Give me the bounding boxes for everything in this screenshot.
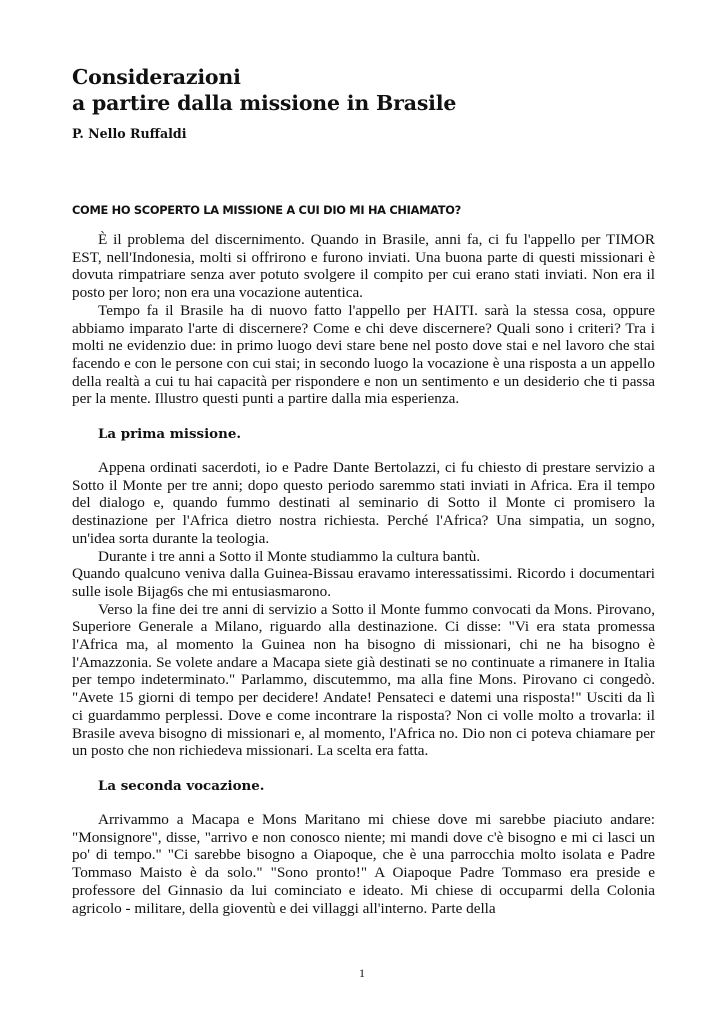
- author-name: P. Nello Ruffaldi: [72, 126, 187, 141]
- title-line-2: a partire dalla missione in Brasile: [72, 91, 457, 115]
- paragraph: È il problema del discernimento. Quando in Brasile, anni fa, ci fu l'appello per TIMOR EST, nell'Indonesia, molti si offrirono e furono inviati. Una buona parte di questi missionari è dovuta rimpatriare senza aver potuto svolgere il compito per cui erano stati inviati. Non era il posto per loro; non era una vocazione autentica.: [72, 231, 655, 302]
- paragraph: Arrivammo a Macapa e Mons Maritano mi chiese dove mi sarebbe piaciuto andare: "Monsignore", disse, "arrivo e non conosco niente; mi mandi dove c'è bisogno e mi ci lasci un po' di tempo." "Ci sarebbe bisogno a Oiapoque, che è una parrocchia molto isolata e Padre Tommaso Maisto è da solo." "Sono pronto!" A Oiapoque Padre Tommaso era preside e professore del Ginnasio da lui cominciato e ideato. Mi chiese di occuparmi della Colonia agricolo - militare, della gioventù e dei villaggi all'interno. Parte della: [72, 810, 655, 917]
- section-heading-seconda-vocazione: La seconda vocazione.: [98, 777, 265, 794]
- question-heading: COME HO SCOPERTO LA MISSIONE A CUI DIO MI HA CHIAMATO?: [72, 203, 461, 217]
- page-number: 1: [359, 966, 365, 980]
- section-heading-prima-missione: La prima missione.: [98, 426, 242, 443]
- document-page: [72, 64, 655, 917]
- document-title: [72, 64, 655, 116]
- paragraph: Tempo fa il Brasile ha di nuovo fatto l'appello per HAITI. sarà la stessa cosa, oppure abbiamo imparato l'arte di discernere? Come e chi deve discernere? Quali sono i criteri? Tra i molti ne evidenzio due: in primo luogo devi stare bene nel posto dove stai e nel lavoro che stai facendo e con le persone con cui stai; in secondo luogo la vocazione è una risposta a un appello della realtà a cui tu hai capacità per rispondere e non un sentimento e un desiderio che ti passa per la mente. Illustro questi punti a partire dalla mia esperienza.: [72, 301, 655, 408]
- paragraph: Verso la fine dei tre anni di servizio a Sotto il Monte fummo convocati da Mons. Pirovano, Superiore Generale a Milano, riguardo alla destinazione. Ci disse: "Vi era stata promessa l'Africa ma, al momento la Guinea non ha bisogno di missionari, chi ne ha bisogno è l'Amazzonia. Se volete andare a Macapa siete già destinati se no continuate a rimanere in Italia per tempo indeterminato." Parlammo, discutemmo, ma alla fine Mons. Pirovano ci congedò. "Avete 15 giorni di tempo per decidere! Andate! Pensateci e datemi una risposta!" Usciti da lì ci guardammo perplessi. Dove e come incontrare la risposta? Non ci volle molto a trovarla: il Brasile aveva bisogno di missionari e, al momento, l'Africa no. Dio non ci poteva chiamare per un posto che non richiedeva missionari. La scelta era fatta.: [72, 600, 655, 760]
- paragraph: Appena ordinati sacerdoti, io e Padre Dante Bertolazzi, ci fu chiesto di prestare servizio a Sotto il Monte per tre anni; dopo questo periodo saremmo stati inviati in Africa. Era il tempo del dialogo e, quando fummo destinati al seminario di Sotto il Monte ci promisero la destinazione per l'Africa dietro nostra richiesta. Perché l'Africa? Una simpatia, un sogno, un'idea sorta durante la teologia.: [72, 459, 655, 547]
- paragraph: Durante i tre anni a Sotto il Monte studiammo la cultura bantù.: [98, 547, 481, 565]
- paragraph: Quando qualcuno veniva dalla Guinea-Bissau eravamo interessatissimi. Ricordo i documentari sulle isole Bijag6s che mi entusiasmarono.: [72, 565, 655, 600]
- intro-section: [72, 231, 655, 408]
- section-seconda-vocazione: [72, 811, 655, 917]
- title-line-1: Considerazioni: [72, 65, 241, 89]
- section-prima-missione: [72, 459, 655, 760]
